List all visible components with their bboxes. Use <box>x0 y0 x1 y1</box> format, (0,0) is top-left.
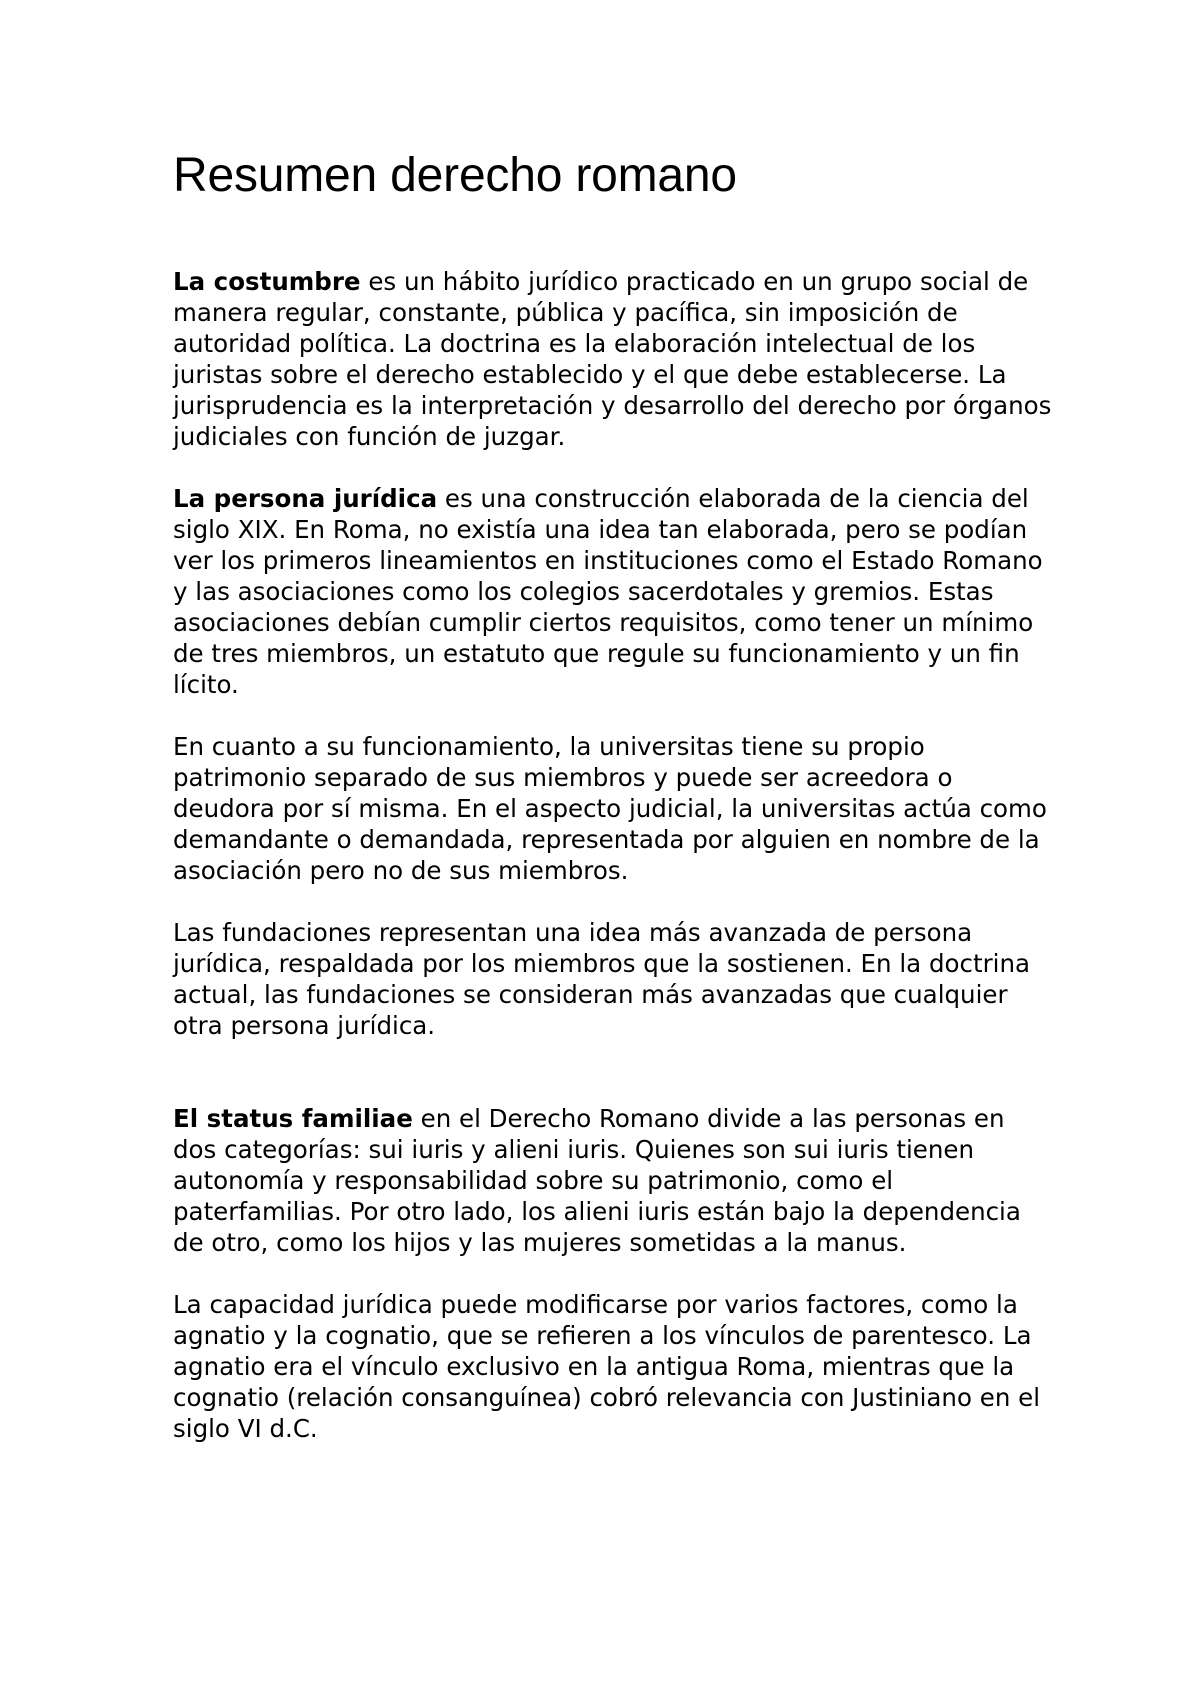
paragraph-status-familiae <box>173 1103 1053 1258</box>
paragraph-text: En cuanto a su funcionamiento, la universitas tiene su propio patrimonio separado de sus miembros y puede ser acreedora o deudora por sí misma. En el aspecto judicial, la universitas actúa como demandante o demandada, representada por alguien en nombre de la asociación pero no de sus miembros. <box>173 732 1047 885</box>
paragraph-text: Las fundaciones representan una idea más avanzada de persona jurídica, respaldada por los miembros que la sostienen. En la doctrina actual, las fundaciones se consideran más avanzadas que cualquier otra persona jurídica. <box>173 918 1030 1040</box>
document-title: Resumen derecho romano <box>173 149 737 202</box>
paragraph-capacidad-juridica <box>173 1289 1053 1444</box>
paragraph-persona-juridica <box>173 483 1053 700</box>
document-body <box>173 140 1053 1444</box>
spacer <box>173 212 1053 266</box>
spacer <box>173 700 1053 731</box>
paragraph-text: es un hábito jurídico practicado en un grupo social de manera regular, constante, pública y pacífica, sin imposición de autoridad política. La doctrina es la elaboración intelectual de los juristas sobre el derecho establecido y el que debe establecerse. La jurisprudencia es la interpretación y desarrollo del derecho por órganos judiciales con función de juzgar. <box>173 267 1052 451</box>
paragraph-text: es una construcción elaborada de la ciencia del siglo XIX. En Roma, no existía una idea tan elaborada, pero se podían ver los primeros lineamientos en instituciones como el Estado Romano y las asociaciones como los colegios sacerdotales y gremios. Estas asociaciones debían cumplir ciertos requisitos, como tener un mínimo de tres miembros, un estatuto que regule su funcionamiento y un fin lícito. <box>173 484 1043 699</box>
paragraph-lead-term: El status familiae <box>173 1104 413 1133</box>
spacer <box>173 886 1053 917</box>
paragraph-fundaciones <box>173 917 1053 1041</box>
paragraph-funcionamiento <box>173 731 1053 886</box>
spacer <box>173 1041 1053 1103</box>
paragraph-lead-term: La persona jurídica <box>173 484 438 513</box>
spacer <box>173 1258 1053 1289</box>
paragraph-text: La capacidad jurídica puede modificarse por varios factores, como la agnatio y la cognatio, que se refieren a los vínculos de parentesco. La agnatio era el vínculo exclusivo en la antigua Roma, mientras que la cognatio (relación consanguínea) cobró relevancia con Justiniano en el siglo VI d.C. <box>173 1290 1041 1443</box>
paragraph-text: en el Derecho Romano divide a las personas en dos categorías: sui iuris y alieni iuris. Quienes son sui iuris tienen autonomía y responsabilidad sobre su patrimonio, como el paterfamilias. Por otro lado, los alieni iuris están bajo la dependencia de otro, como los hijos y las mujeres sometidas a la manus. <box>173 1104 1021 1257</box>
spacer <box>173 452 1053 483</box>
paragraph-lead-term: La costumbre <box>173 267 361 296</box>
paragraph-costumbre <box>173 266 1053 452</box>
